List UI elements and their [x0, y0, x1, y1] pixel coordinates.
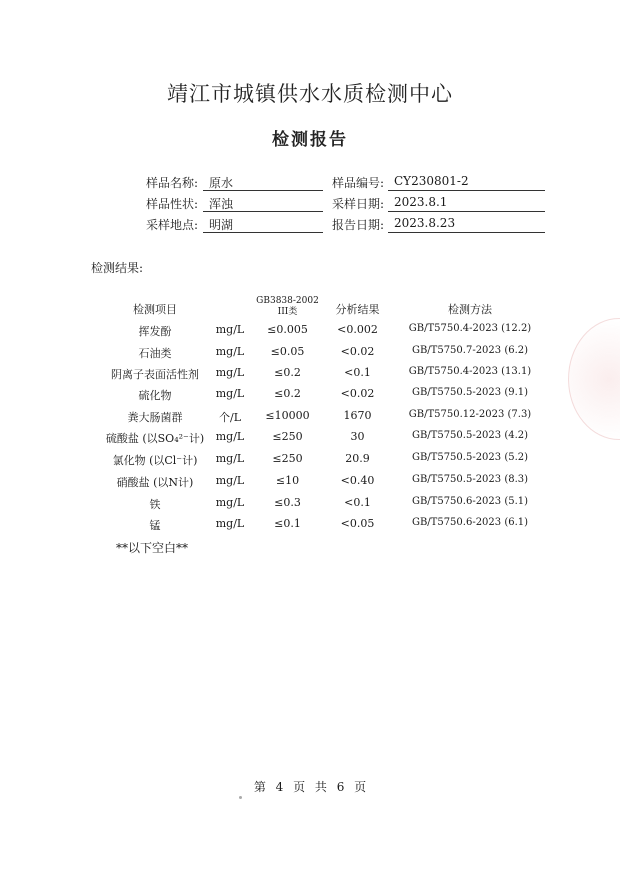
report-date-value: 2023.8.23	[388, 216, 545, 233]
cell-unit: 个/L	[218, 411, 241, 424]
cell-standard: ≤250	[272, 430, 303, 443]
cell-unit: mg/L	[215, 387, 245, 400]
table-row	[0, 496, 620, 514]
cell-method: GB/T5750.5-2023 (8.3)	[411, 474, 529, 485]
sample-number-value: CY230801-2	[388, 174, 545, 191]
table-row	[0, 452, 620, 470]
info-row-2	[0, 195, 620, 215]
table-row	[0, 474, 620, 492]
sampling-date-label: 采样日期:	[331, 197, 384, 211]
cell-method: GB/T5750.5-2023 (9.1)	[411, 387, 529, 398]
cell-standard: ≤0.005	[267, 323, 308, 336]
cell-method: GB/T5750.6-2023 (5.1)	[411, 496, 529, 507]
cell-result: <0.02	[340, 387, 375, 400]
cell-unit: mg/L	[215, 323, 245, 336]
cell-unit: mg/L	[215, 366, 245, 379]
cell-item: 氯化物 (以Cl⁻计)	[112, 454, 198, 467]
table-row	[0, 323, 620, 341]
cell-item: 阴离子表面活性剂	[111, 368, 199, 381]
cell-item: 硝酸盐 (以N计)	[116, 476, 194, 489]
cell-item: 石油类	[138, 347, 172, 360]
cell-unit: mg/L	[215, 517, 245, 530]
cell-result: <0.002	[337, 323, 378, 336]
page-number: 第 4 页 共 6 页	[253, 780, 367, 794]
column-header-result: 分析结果	[335, 303, 380, 316]
cell-unit: mg/L	[215, 452, 245, 465]
cell-item: 硫化物	[138, 389, 172, 402]
cell-result: 1670	[343, 409, 372, 422]
cell-method: GB/T5750.4-2023 (13.1)	[408, 366, 532, 377]
results-label: 检测结果:	[91, 261, 144, 275]
cell-result: 20.9	[345, 452, 370, 465]
cell-standard: ≤250	[272, 452, 303, 465]
column-header-standard	[250, 296, 325, 318]
cell-standard: ≤0.05	[270, 345, 305, 358]
cell-item: 挥发酚	[138, 325, 172, 338]
report-title: 检测报告	[272, 130, 348, 150]
cell-method: GB/T5750.7-2023 (6.2)	[411, 345, 529, 356]
cell-method: GB/T5750.5-2023 (4.2)	[411, 430, 529, 441]
info-row-1	[0, 174, 620, 194]
cell-unit: mg/L	[215, 345, 245, 358]
cell-item: 粪大肠菌群	[127, 411, 183, 424]
table-row	[0, 345, 620, 363]
report-date-label: 报告日期:	[331, 218, 384, 232]
cell-result: <0.02	[340, 345, 375, 358]
sampling-date-value: 2023.8.1	[388, 195, 545, 212]
cell-method: GB/T5750.6-2023 (6.1)	[411, 517, 529, 528]
sample-character-value: 浑浊	[203, 195, 323, 212]
column-header-item: 检测项目	[133, 303, 177, 316]
cell-item: 铁	[149, 498, 161, 511]
table-row	[0, 517, 620, 535]
cell-item: 硫酸盐 (以SO₄²⁻计)	[105, 432, 205, 445]
cell-unit: mg/L	[215, 430, 245, 443]
cell-standard: ≤0.2	[274, 387, 301, 400]
cell-standard: ≤10	[275, 474, 300, 487]
cell-unit: mg/L	[215, 496, 245, 509]
cell-method: GB/T5750.5-2023 (5.2)	[411, 452, 529, 463]
sample-number-label: 样品编号:	[331, 176, 384, 190]
sample-character-label: 样品性状:	[145, 197, 198, 211]
sample-name-label: 样品名称:	[145, 176, 198, 190]
cell-standard: ≤10000	[265, 409, 310, 422]
cell-standard: ≤0.1	[274, 517, 301, 530]
cell-item: 锰	[149, 519, 161, 532]
cell-result: <0.40	[340, 474, 375, 487]
sample-name-value: 原水	[203, 174, 323, 191]
column-header-standard-line2: III类	[277, 307, 298, 317]
table-row	[0, 409, 620, 427]
info-row-3	[0, 216, 620, 236]
sampling-location-label: 采样地点:	[145, 218, 198, 232]
cell-standard: ≤0.2	[274, 366, 301, 379]
cell-unit: mg/L	[215, 474, 245, 487]
cell-result: <0.05	[340, 517, 375, 530]
column-header-method: 检测方法	[448, 303, 492, 316]
table-row	[0, 387, 620, 405]
cell-result: 30	[350, 430, 365, 443]
column-header-standard-line1: GB3838-2002	[256, 296, 319, 306]
cell-method: GB/T5750.4-2023 (12.2)	[408, 323, 532, 334]
cell-result: <0.1	[344, 496, 371, 509]
organization-name: 靖江市城镇供水水质检测中心	[167, 82, 453, 106]
cell-standard: ≤0.3	[274, 496, 301, 509]
end-of-table-note: **以下空白**	[116, 541, 189, 555]
paper-speck	[239, 796, 242, 799]
table-row	[0, 430, 620, 448]
sampling-location-value: 明湖	[203, 216, 323, 233]
cell-method: GB/T5750.12-2023 (7.3)	[408, 409, 532, 420]
cell-result: <0.1	[344, 366, 371, 379]
table-row	[0, 366, 620, 384]
